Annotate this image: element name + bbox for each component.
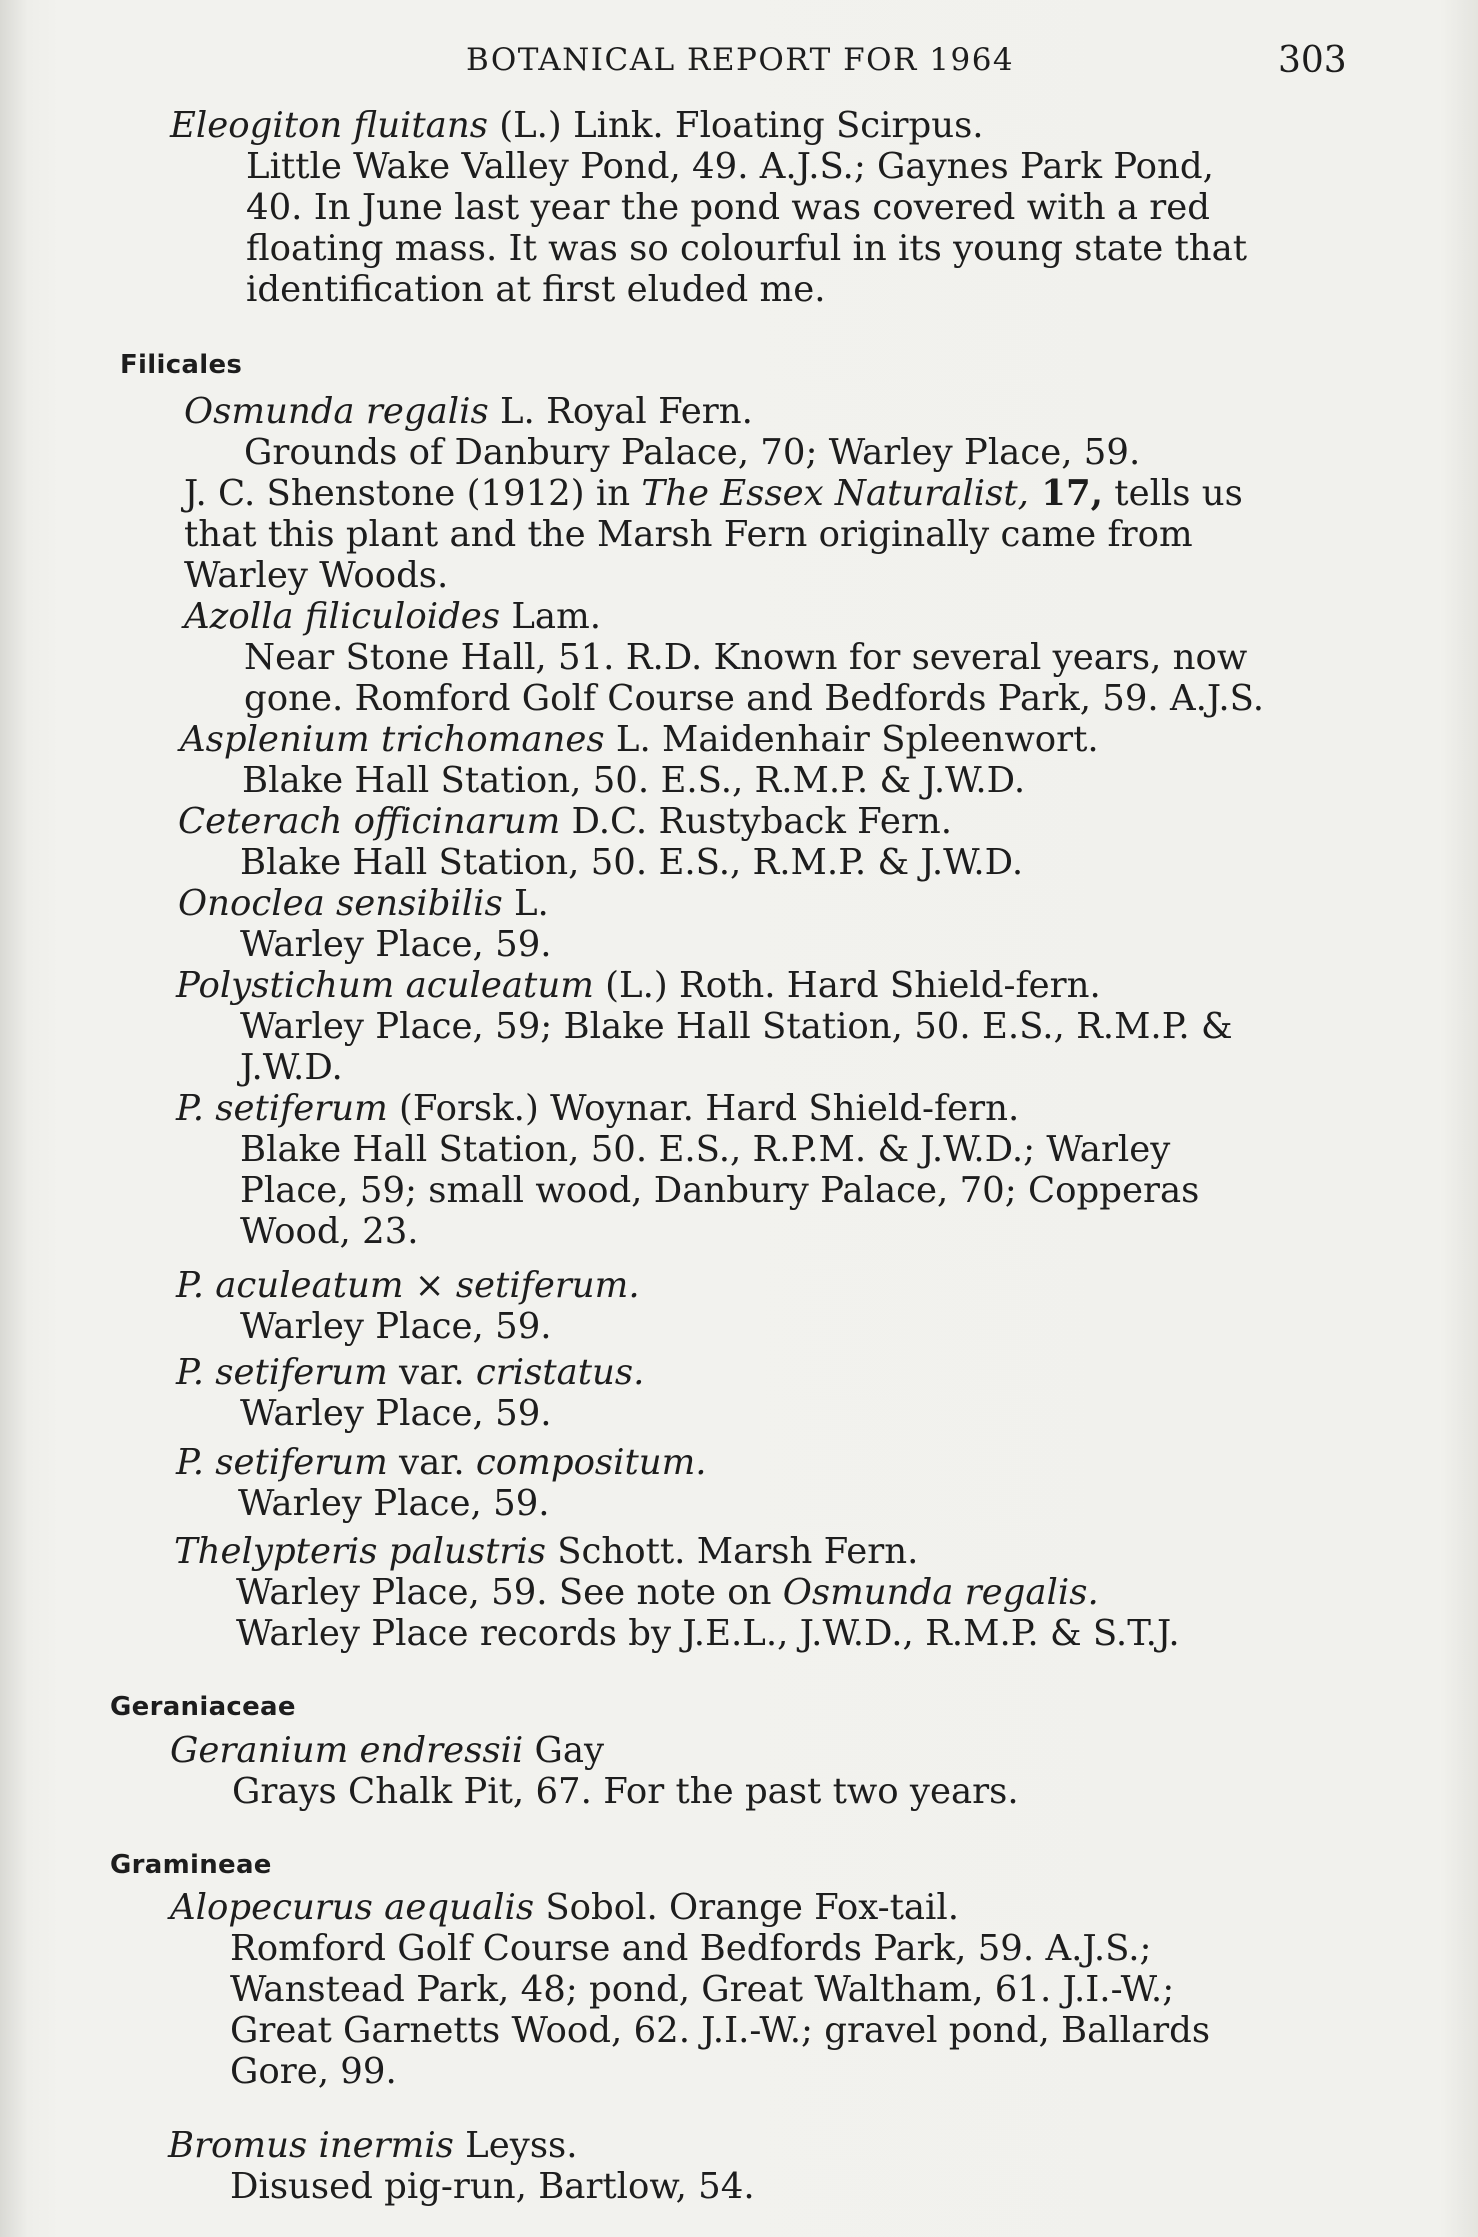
record-line: Place, 59; small wood, Danbury Palace, 70; Copperas	[240, 1170, 1200, 1211]
entry-heading-alopecurus	[170, 1888, 959, 1928]
record-line: identification at first eluded me.	[246, 269, 826, 310]
record-line: 40. In June last year the pond was covered with a red	[246, 187, 1210, 228]
species-name: Bromus inermis	[168, 2125, 454, 2166]
species-name: P. setiferum	[176, 1352, 388, 1393]
entry-heading-ceterach	[178, 802, 952, 842]
record-line: Warley Place, 59.	[240, 1306, 552, 1347]
record-line: Little Wake Valley Pond, 49. A.J.S.; Gaynes Park Pond,	[246, 146, 1214, 187]
record-line: floating mass. It was so colourful in its young state that	[246, 228, 1248, 269]
species-authority: Gay	[523, 1730, 605, 1771]
species-name: Alopecurus aequalis	[170, 1887, 535, 1928]
variety-marker: var.	[387, 1352, 476, 1393]
entry-heading-bromus	[168, 2126, 578, 2166]
record-line: Grounds of Danbury Palace, 70; Warley Place, 59.	[244, 432, 1141, 473]
record-line	[236, 1573, 1099, 1613]
record-line: Warley Place, 59; Blake Hall Station, 50. E.S., R.M.P. &	[240, 1006, 1233, 1047]
species-authority: Lam.	[500, 596, 602, 637]
record-line: Wanstead Park, 48; pond, Great Waltham, 61. J.I.-W.;	[230, 1969, 1175, 2010]
entry-heading-geranium	[170, 1731, 604, 1771]
record-line: Near Stone Hall, 51. R.D. Known for several years, now	[244, 637, 1248, 678]
cross-reference: Osmunda regalis.	[782, 1572, 1099, 1613]
record-text: Warley Place, 59. See note on	[236, 1572, 783, 1613]
family-heading-filicales: Filicales	[120, 350, 243, 380]
page-header	[0, 42, 1478, 82]
entry-heading-polystichum	[176, 966, 1101, 1006]
hybrid-cross: ×	[403, 1265, 456, 1306]
record-line: gone. Romford Golf Course and Bedfords Park, 59. A.J.S.	[244, 678, 1265, 719]
species-name: Osmunda regalis	[184, 391, 489, 432]
entry-heading-cristatus	[176, 1353, 644, 1393]
species-authority: L.	[502, 883, 549, 924]
species-authority: Schott. Marsh Fern.	[545, 1531, 919, 1572]
note-text: tells us	[1103, 473, 1243, 514]
note-line: that this plant and the Marsh Fern originally came from	[184, 514, 1193, 555]
record-line: Gore, 99.	[230, 2051, 397, 2092]
species-name: Polystichum aculeatum	[176, 965, 594, 1006]
species-name: Onoclea sensibilis	[178, 883, 503, 924]
record-line: Grays Chalk Pit, 67. For the past two years.	[232, 1771, 1019, 1812]
entry-heading-azolla	[184, 597, 601, 637]
species-authority: Sobol. Orange Fox-tail.	[534, 1887, 960, 1928]
species-name: Azolla filiculoides	[184, 596, 501, 637]
entry-heading-compositum	[176, 1443, 707, 1483]
entry-heading-eleogiton	[170, 106, 984, 146]
variety-marker: var.	[387, 1442, 476, 1483]
note-line: Warley Woods.	[184, 555, 449, 596]
note-text: J. C. Shenstone (1912) in	[184, 473, 642, 514]
species-name: Geranium endressii	[170, 1730, 524, 1771]
record-line: Blake Hall Station, 50. E.S., R.M.P. & J.W.D.	[242, 760, 1026, 801]
entry-heading-onoclea	[178, 884, 549, 924]
record-line: Warley Place, 59.	[238, 1483, 550, 1524]
species-authority: L. Maidenhair Spleenwort.	[604, 719, 1099, 760]
species-name: Asplenium trichomanes	[180, 719, 605, 760]
species-authority: D.C. Rustyback Fern.	[560, 801, 952, 842]
species-authority: (L.) Link. Floating Scirpus.	[487, 105, 984, 146]
entry-heading-thelypteris	[174, 1532, 918, 1572]
variety-name: cristatus.	[475, 1352, 645, 1393]
family-heading-gramineae: Gramineae	[110, 1850, 272, 1880]
entry-heading-osmunda	[184, 392, 753, 432]
species-name: Ceterach officinarum	[178, 801, 561, 842]
species-name: Thelypteris palustris	[174, 1531, 546, 1572]
record-line: Wood, 23.	[240, 1211, 419, 1252]
record-line: Great Garnetts Wood, 62. J.I.-W.; gravel pond, Ballards	[230, 2010, 1211, 2051]
journal-volume: 17,	[1028, 473, 1104, 514]
species-authority: (Forsk.) Woynar. Hard Shield-fern.	[387, 1088, 1020, 1129]
entry-heading-asplenium	[180, 720, 1099, 760]
page-number: 303	[1278, 40, 1347, 81]
species-name: P. aculeatum	[176, 1265, 404, 1306]
record-line: Warley Place, 59.	[240, 924, 552, 965]
entry-heading-setiferum	[176, 1089, 1019, 1129]
species-authority: L. Royal Fern.	[488, 391, 753, 432]
record-line: Warley Place, 59.	[240, 1393, 552, 1434]
species-name: P. setiferum	[176, 1088, 388, 1129]
record-line: Warley Place records by J.E.L., J.W.D., R.M.P. & S.T.J.	[236, 1613, 1180, 1654]
entry-heading-hybrid	[176, 1266, 640, 1306]
record-line: Romford Golf Course and Bedfords Park, 59. A.J.S.;	[230, 1928, 1152, 1969]
variety-name: compositum.	[475, 1442, 707, 1483]
family-heading-geraniaceae: Geraniaceae	[110, 1692, 296, 1722]
species-authority: (L.) Roth. Hard Shield-fern.	[593, 965, 1101, 1006]
species-name: P. setiferum	[176, 1442, 388, 1483]
species-name: setiferum.	[455, 1265, 640, 1306]
record-line: Blake Hall Station, 50. E.S., R.M.P. & J.W.D.	[240, 842, 1024, 883]
running-title: BOTANICAL REPORT FOR 1964	[466, 42, 1015, 78]
record-line: Blake Hall Station, 50. E.S., R.P.M. & J.W.D.; Warley	[240, 1129, 1171, 1170]
species-authority: Leyss.	[453, 2125, 578, 2166]
note-line	[184, 474, 1243, 514]
journal-title: The Essex Naturalist,	[641, 473, 1029, 514]
record-line: J.W.D.	[240, 1047, 343, 1088]
record-line: Disused pig-run, Bartlow, 54.	[230, 2166, 755, 2207]
species-name: Eleogiton fluitans	[170, 105, 488, 146]
